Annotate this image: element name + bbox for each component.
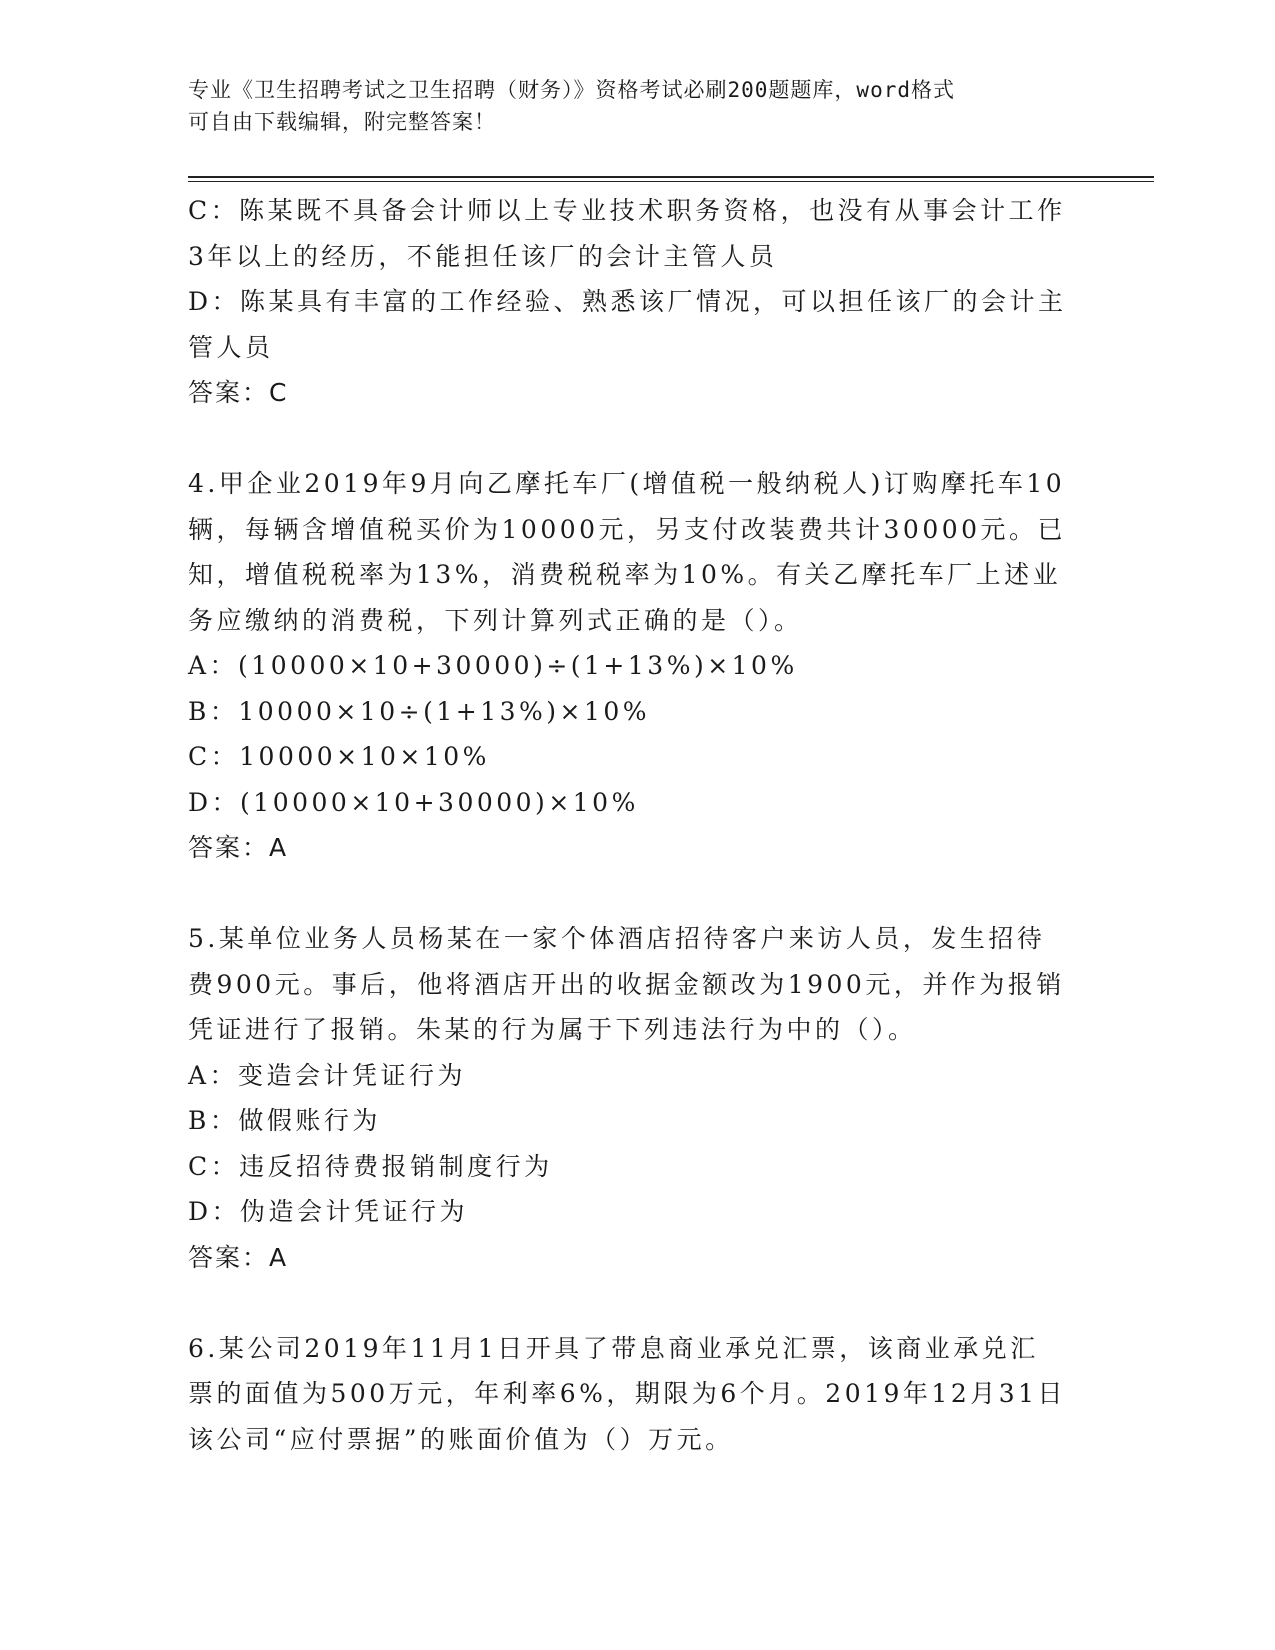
spacer	[188, 871, 1078, 917]
question-6-stem-line-2: 票的面值为500万元，年利率6%，期限为6个月。2019年12月31日	[188, 1379, 1067, 1408]
question-3-option-d-line-2: 管人员	[188, 332, 274, 362]
question-3-option-d-line-1: D：陈某具有丰富的工作经验、熟悉该厂情况，可以担任该厂的会计主	[188, 287, 1067, 316]
question-5-answer: 答案：A	[188, 1242, 289, 1272]
question-4-answer: 答案：A	[188, 833, 289, 862]
header-divider-thick	[188, 176, 1154, 178]
question-5-stem-line-2: 费900元。事后，他将酒店开出的收据金额改为1900元，并作为报销	[188, 969, 1065, 999]
question-4-stem-line-3: 知，增值税税率为13%，消费税税率为10%。有关乙摩托车厂上述业	[188, 560, 1062, 589]
question-4-option-b: B：10000×10÷(1+13%)×10%	[188, 696, 651, 726]
question-3-option-c-line-1: C：陈某既不具备会计师以上专业技术职务资格，也没有从事会计工作	[188, 196, 1066, 225]
question-3	[188, 188, 1078, 416]
question-3-option-c-line-2: 3年以上的经历，不能担任该厂的会计主管人员	[188, 241, 778, 271]
question-3-answer: 答案：C	[188, 378, 289, 407]
question-5-stem-line-3: 凭证进行了报销。朱某的行为属于下列违法行为中的（）。	[188, 1015, 917, 1044]
question-4-option-a: A：(10000×10+30000)÷(1+13%)×10%	[188, 651, 798, 680]
document-header	[188, 74, 1068, 138]
question-4-stem-line-4: 务应缴纳的消费税，下列计算列式正确的是（）。	[188, 605, 803, 635]
question-4	[188, 461, 1078, 871]
spacer	[188, 1280, 1078, 1326]
question-6-stem-line-3: 该公司“应付票据”的账面价值为（）万元。	[188, 1424, 734, 1454]
question-5-stem-line-1: 5.某单位业务人员杨某在一家个体酒店招待客户来访人员，发生招待	[188, 924, 1046, 953]
question-5-option-b: B：做假账行为	[188, 1106, 381, 1135]
question-5-option-d: D：伪造会计凭证行为	[188, 1197, 469, 1226]
question-5	[188, 916, 1078, 1280]
spacer	[188, 416, 1078, 462]
question-5-option-a: A：变造会计凭证行为	[188, 1060, 467, 1090]
header-title-line-1: 专业《卫生招聘考试之卫生招聘（财务）》资格考试必刷200题题库，word格式	[188, 78, 955, 102]
question-4-stem-line-1: 4.甲企业2019年9月向乙摩托车厂(增值税一般纳税人)订购摩托车10	[188, 469, 1066, 498]
question-4-option-c: C：10000×10×10%	[188, 742, 490, 771]
document-body	[188, 188, 1078, 1462]
question-4-stem-line-2: 辆，每辆含增值税买价为10000元，另支付改装费共计30000元。已	[188, 514, 1067, 544]
header-title-line-2: 可自由下载编辑，附完整答案！	[188, 110, 496, 134]
question-6	[188, 1326, 1078, 1463]
question-4-option-d: D：(10000×10+30000)×10%	[188, 787, 639, 817]
header-divider-thin	[188, 181, 1154, 182]
question-6-stem-line-1: 6.某公司2019年11月1日开具了带息商业承兑汇票，该商业承兑汇	[188, 1333, 1039, 1363]
question-5-option-c: C：违反招待费报销制度行为	[188, 1151, 553, 1181]
